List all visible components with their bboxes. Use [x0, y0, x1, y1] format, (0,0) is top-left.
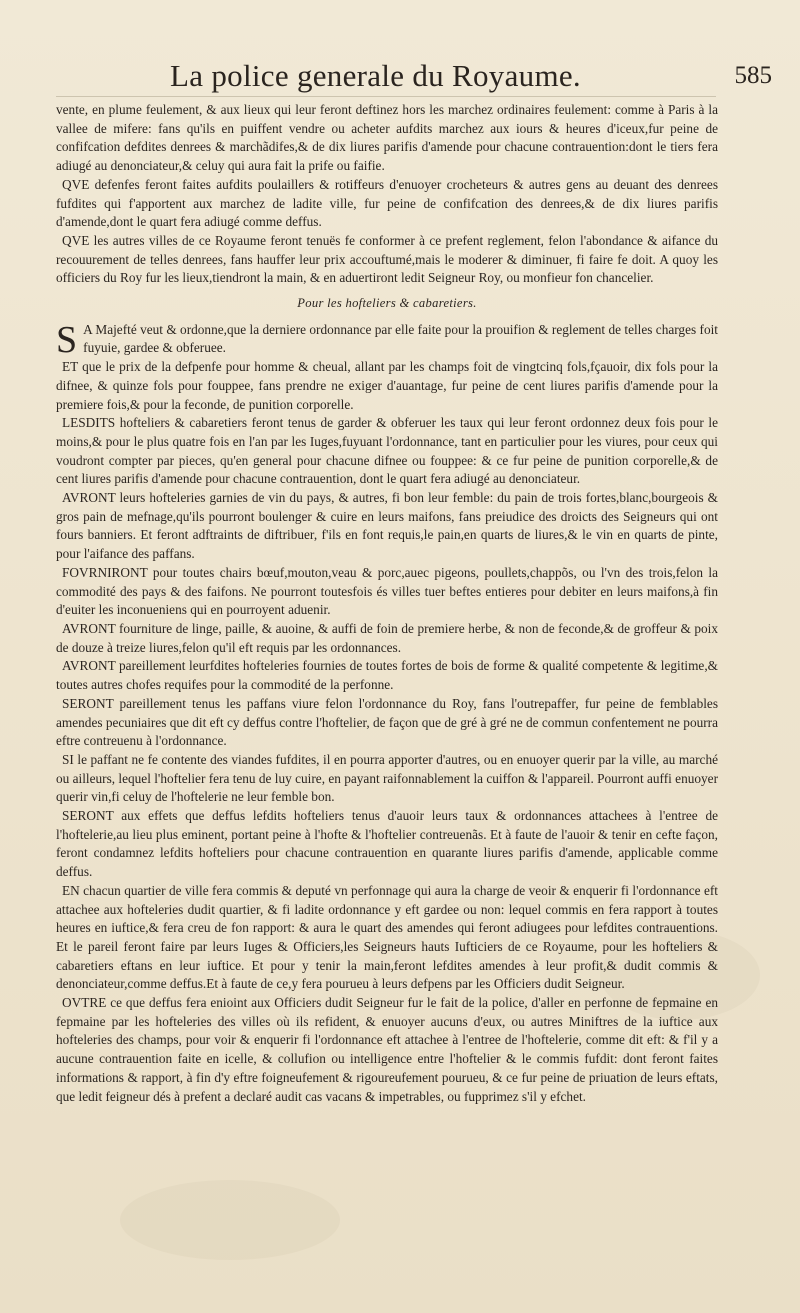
paper-stain: [120, 1180, 340, 1260]
paragraph: OVTRE ce que deffus fera enioint aux Officiers dudit Seigneur fur le fait de la police, d'aller en perfonne de fepmaine en fepmaine par les hofteleries des villes où ils refident, & enuoyer aucuns d'eux, ou autres Miniftres de la iuftice aux hofteleries des champs, pour voir & enquerir fi l'ordonnance eft attachee à l'entree de l'hoftelerie, comme dit eft: & f'il y a aucune contrauention faite en icelle, & collufion ou intelligence entre l'hoftelier & le commis fufdit: dont feront faites informations & rapport, à fin d'y eftre foigneufement & rigoureufement pourueu, & ce fur peine de priuation de leurs eftats, que ledit feigneur dés à prefent a declaré audit cas vacans & impetrables, ou fupprimez s'il y efchet.: [56, 995, 718, 1104]
paragraph: QVE defenfes feront faites aufdits poulaillers & rotiffeurs d'enuoyer crocheteurs & autres gens au deuant des denrees fufdites qui f'apportent aux marchez de ladite ville, fur peine de confifcation des denrees,& de dix liures parifis d'amende,dont le quart fera adiugé comme deffus.: [56, 176, 718, 230]
paragraph: QVE les autres villes de ce Royaume feront tenuës fe conformer à ce prefent reglement, felon l'abondance & aifance du recouurement de telles denrees, fans hauffer leur prix accouftumé,mais le moderer & diminuer, fi faire fe doit. A quoy les officiers du Roy fur les lieux,tiendront la main, & en aduertiront ledit Seigneur Roy, ou monfieur fon chancelier.: [56, 232, 718, 286]
paragraph: AVRONT leurs hofteleries garnies de vin du pays, & autres, fi bon leur femble: du pain de trois fortes,blanc,bourgeois & gros pain de mefnage,qu'ils pourront boulenger & cuire en leurs maifons, fans preiudice des droicts des Seigneurs qui ont fours banniers. Et feront adftraints de diftribuer, f'ils en font requis,le pain,en quarts de liures,& le vin en quarts de pinte, pour l'aifance des paffans.: [56, 490, 718, 562]
dropcap-letter: S: [56, 318, 78, 361]
page-number: 585: [734, 62, 772, 89]
paragraph: ET que le prix de la defpenfe pour homme & cheual, allant par les champs foit de vingtcinq fols,fçauoir, dix fols pour la difnee, & quinze fols pour fouppee, fans prendre ne exiger d'auantage, fur peine de cent liures parifis d'amende pour la premiere fois,& pour la feconde, de punition corporelle.: [56, 359, 718, 412]
paragraph: AVRONT pareillement leurfdites hofteleries fournies de toutes fortes de bois de forme & qualité competente & legitime,& toutes autres chofes requifes pour la commodité de la perfonne.: [56, 658, 718, 693]
running-title: La police generale du Royaume.: [170, 58, 581, 93]
paragraph: SERONT aux effets que deffus lefdits hofteliers tenus d'auoir leurs taux & ordonnances attachees à l'entree de l'hoftelerie,au lieu plus eminent, portant peine à l'hofte & l'hoftelier contreuenãs. Et à faute de l'auoir & tenir en cefte façon, feront condamnez lefdits hofteliers pour chacune contrauention en quarante liures parifis d'amende, applicable comme deffus.: [56, 808, 718, 880]
paragraph: SI le paffant ne fe contente des viandes fufdites, il en pourra apporter d'autres, ou en enuoyer querir par la ville, au marché ou ailleurs, lequel l'hoftelier fera tenu de luy cuire, en payant raifonnablement la cuiffon & l'appareil. Pourront auffi enuoyer querir vin,fi celuy de l'hoftelerie ne leur femble bon.: [56, 751, 718, 805]
running-head: [0, 58, 800, 98]
paragraph: AVRONT fourniture de linge, paille, & auoine, & auffi de foin de premiere herbe, & non de feconde,& de groffeur & poix de douze à treize liures,felon qu'il eft requis par les ordonnances.: [56, 620, 718, 655]
paragraph: FOVRNIRONT pour toutes chairs bœuf,mouton,veau & porc,auec pigeons, poullets,chappõs, ou l'vn des trois,felon la commodité des pays & des faifons. Ne pourront toutesfois és villes tuer beftes entieres pour debiter en leurs maifons,à fin d'euiter les inconueniens qui en pourroyent aduenir.: [56, 564, 718, 618]
section-heading: Pour les hofteliers & cabaretiers.: [297, 296, 477, 311]
paragraph: LESDITS hofteliers & cabaretiers feront tenus de garder & obferuer les taux qui leur feront ordonnez deux fois pour le moins,& pour le plus quatre fois en l'an par les Iuges,fuyuant l'ordonnance, tant en particulier pour les viures, pour ceux qui voudront compter par pieces, qu'en general pour chacune difnee ou fouppee: & ce fur peine de punition corporelle,& de cent liures parifis d'amende pour chacune contrauention, dont le quart fera adiugé au denonciateur.: [56, 415, 718, 487]
body-text: [56, 101, 718, 1106]
header-rule: [56, 96, 716, 97]
paragraph: SERONT pareillement tenus les paffans viure felon l'ordonnance du Roy, fans l'outrepaffer, fur peine de femblables amendes pecuniaires que dit eft cy deffus contre l'hoftelier, de façon que de gré à gré ne de commun confentement ne pourra eftre contreuenu à l'ordonnance.: [56, 695, 718, 749]
paragraph: vente, en plume feulement, & aux lieux qui leur feront deftinez hors les marchez ordinaires feulement: comme à Paris à la vallee de mifere: fans qu'ils en puiffent vendre ou acheter aufdits marchez aux iours & heures d'iceux,fur peine de confifcation defdites denrees & marchãdifes,& de dix liures parifis d'amende pour chacune contrauention:dont le tiers fera adiugé au denonciateur,& celuy qui aura fait la prife ou faifie.: [56, 102, 718, 174]
dropcap-text: A Majefté veut & ordonne,que la derniere ordonnance par elle faite pour la prouifion & reglement de telles charges foit fuyuie, gardee & obferuee.: [83, 321, 718, 356]
dropcap-paragraph: [56, 318, 718, 361]
paragraph: EN chacun quartier de ville fera commis & deputé vn perfonnage qui aura la charge de veoir & enquerir fi l'ordonnance eft attachee aux hofteleries dudit quartier, & fi ladite ordonnance y eft gardee ou non: lequel commis en fera rapport à toutes heures en iuftice,& fera creu de fon rapport: & aura le quart des amendes qui feront adiugees pour lefdites contrauentions. Et le pareil feront faire par leurs Iuges & Officiers,les Seigneurs hauts Iufticiers de ce Royaume, pour les hofteliers & cabaretiers eftans en leur iuftice. Et pour y tenir la main,feront lefdites amendes à leur profit,& dudit commis & denonciateur,comme deffus.Et à faute de ce,y fera pourueu à leurs defpens par les Officiers dudit Seigneur.: [56, 882, 718, 992]
